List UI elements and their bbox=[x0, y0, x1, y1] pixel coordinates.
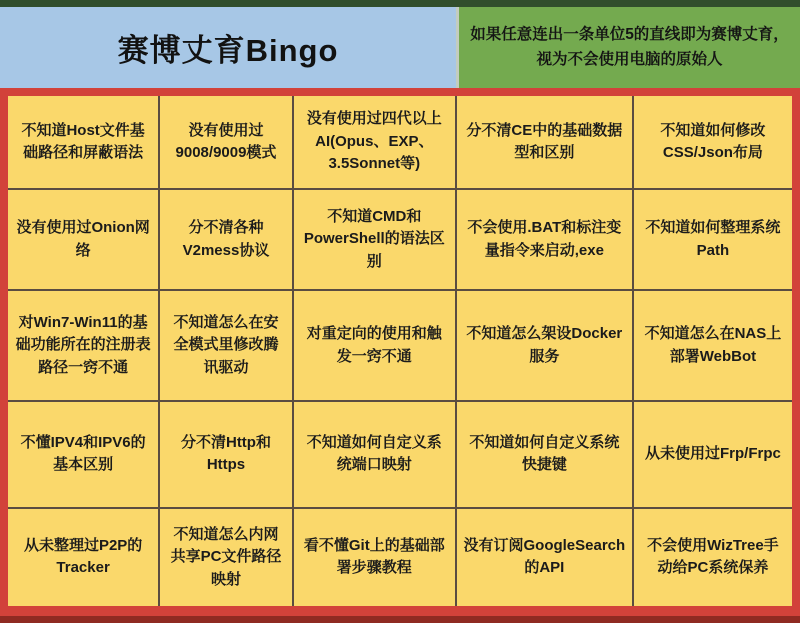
bingo-cell: 对Win7-Win11的基础功能所在的注册表路径一窍不通 bbox=[8, 291, 158, 400]
bingo-cell: 不知道怎么在NAS上部署WebBot bbox=[634, 291, 792, 400]
bingo-cell: 不知道怎么在安全模式里修改腾讯驱动 bbox=[160, 291, 291, 400]
bingo-cell: 不知道如何修改CSS/Json布局 bbox=[634, 96, 792, 188]
bingo-cell: 不知道如何自定义系统端口映射 bbox=[294, 402, 455, 507]
bingo-cell: 没有使用过Onion网络 bbox=[8, 190, 158, 289]
bingo-cell: 不知道如何自定义系统快捷键 bbox=[457, 402, 632, 507]
bingo-cell: 分不清各种V2mess协议 bbox=[160, 190, 291, 289]
bingo-cell: 不会使用.BAT和标注变量指令来启动,exe bbox=[457, 190, 632, 289]
bingo-cell: 不知道怎么架设Docker服务 bbox=[457, 291, 632, 400]
bingo-cell: 从未整理过P2P的Tracker bbox=[8, 509, 158, 606]
bottom-edge-strip bbox=[0, 616, 800, 623]
bingo-cell: 不会使用WizTree手动给PC系统保养 bbox=[634, 509, 792, 606]
bingo-cell: 看不懂Git上的基础部署步骤教程 bbox=[294, 509, 455, 606]
header bbox=[0, 7, 800, 88]
bingo-cell: 分不清CE中的基础数据型和区别 bbox=[457, 96, 632, 188]
title-panel bbox=[0, 7, 456, 88]
bingo-cell: 不知道CMD和PowerShell的语法区别 bbox=[294, 190, 455, 289]
bingo-cell: 分不清Http和Https bbox=[160, 402, 291, 507]
bingo-grid bbox=[8, 96, 792, 606]
bingo-cell: 对重定向的使用和触发一窍不通 bbox=[294, 291, 455, 400]
top-edge-strip bbox=[0, 0, 800, 7]
rule-text: 如果任意连出一条单位5的直线即为赛博丈育，视为不会使用电脑的原始人 bbox=[470, 26, 789, 68]
bingo-cell: 没有使用过9008/9009模式 bbox=[160, 96, 291, 188]
bingo-cell: 不知道如何整理系统Path bbox=[634, 190, 792, 289]
bingo-cell: 不知道Host文件基础路径和屏蔽语法 bbox=[8, 96, 158, 188]
bingo-grid-frame bbox=[0, 88, 800, 616]
bingo-cell: 不懂IPV4和IPV6的基本区别 bbox=[8, 402, 158, 507]
bingo-cell: 没有使用过四代以上AI(Opus、EXP、3.5Sonnet等) bbox=[294, 96, 455, 188]
rule-panel bbox=[456, 7, 800, 88]
bingo-cell: 没有订阅GoogleSearch的API bbox=[457, 509, 632, 606]
page-title: 赛博丈育Bingo bbox=[117, 33, 339, 68]
bingo-cell: 从未使用过Frp/Frpc bbox=[634, 402, 792, 507]
bingo-cell: 不知道怎么内网共享PC文件路径映射 bbox=[160, 509, 291, 606]
